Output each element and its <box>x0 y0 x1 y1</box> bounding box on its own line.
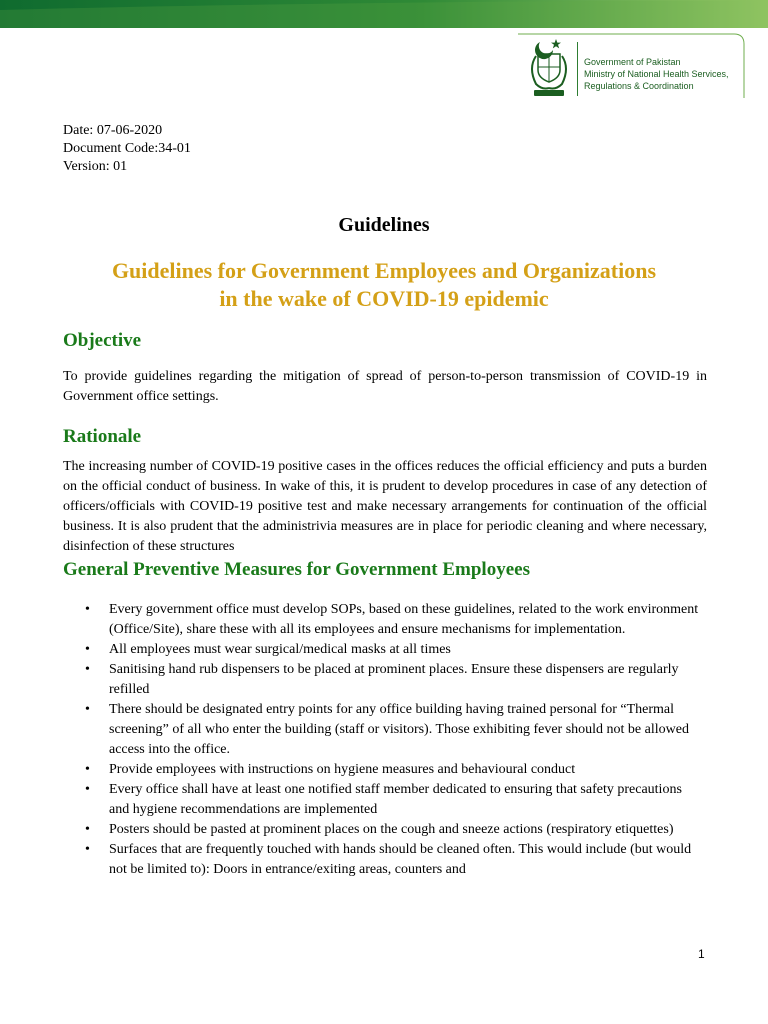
list-item <box>63 820 703 840</box>
pakistan-emblem-icon <box>526 36 572 98</box>
objective-heading: Objective <box>63 330 142 351</box>
list-item <box>63 660 703 700</box>
bullet-icon: • <box>85 762 90 777</box>
list-item-text: Every office shall have at least one notified staff member dedicated to ensuring that safety precautions and hygiene recommendations are implemented <box>109 782 682 817</box>
rationale-text: The increasing number of COVID-19 positive cases in the offices reduces the official efficiency and puts a burden on the official conduct of business. In wake of this, it is prudent to develop procedures in case of any detection of officers/officials with COVID-19 positive test and make necessary arrangements for continuation of the official business. It is also prudent that the administrivia measures are in place for periodic cleaning and where necessary, disinfection of these structures <box>63 459 707 554</box>
bullet-icon: • <box>85 822 90 837</box>
list-item-text: Provide employees with instructions on hygiene measures and behavioural conduct <box>109 762 576 777</box>
list-item-text: All employees must wear surgical/medical masks at all times <box>109 642 451 657</box>
list-item <box>63 700 703 760</box>
bullet-icon: • <box>85 842 90 857</box>
list-item-text: Surfaces that are frequently touched with hands should be cleaned often. This would include (but would not be limited to): Doors in entrance/exiting areas, counters and <box>109 842 692 877</box>
ministry-line: Ministry of National Health Services, <box>584 69 729 79</box>
bullet-icon: • <box>85 602 90 617</box>
page-number: 1 <box>698 947 705 961</box>
general-measures-heading: General Preventive Measures for Government Employees <box>63 559 530 580</box>
bullet-icon: • <box>85 782 90 797</box>
document-version: Version: 01 <box>63 159 128 174</box>
document-meta <box>63 122 191 176</box>
list-item <box>63 640 703 660</box>
bullet-icon: • <box>85 662 90 677</box>
list-item-text: There should be designated entry points for any office building having trained personal for “Thermal screening” of all who enter the building (staff or visitors). Those exhibiting fever should not be allowed access into the office. <box>109 702 689 757</box>
document-type-heading: Guidelines <box>338 214 430 236</box>
list-item <box>63 840 703 880</box>
title-line: in the wake of COVID-19 epidemic <box>219 286 549 311</box>
bullet-icon: • <box>85 702 90 717</box>
list-item-text: Posters should be pasted at prominent places on the cough and sneeze actions (respiratory etiquettes) <box>109 822 674 837</box>
document-code: Document Code:34-01 <box>63 141 191 156</box>
ministry-name <box>584 56 754 92</box>
list-item-text: Every government office must develop SOPs, based on these guidelines, related to the work environment (Office/Site), share these with all its employees and ensure mechanisms for implementation. <box>109 602 699 637</box>
bullet-icon: • <box>85 642 90 657</box>
ministry-line: Government of Pakistan <box>584 57 681 67</box>
objective-text: To provide guidelines regarding the mitigation of spread of person-to-person transmission of COVID-19 in Government office settings. <box>63 369 707 404</box>
ministry-line: Regulations & Coordination <box>584 81 694 91</box>
list-item <box>63 600 703 640</box>
title-line: Guidelines for Government Employees and Organizations <box>111 258 657 283</box>
list-item-text: Sanitising hand rub dispensers to be placed at prominent places. Ensure these dispensers are regularly refilled <box>109 662 679 697</box>
header-banner <box>0 0 768 28</box>
list-item <box>63 780 703 820</box>
document-date: Date: 07-06-2020 <box>63 123 163 138</box>
general-measures-list <box>63 600 703 880</box>
rationale-heading: Rationale <box>63 426 142 447</box>
header-divider <box>577 42 578 96</box>
list-item <box>63 760 703 780</box>
document-title <box>40 257 728 313</box>
